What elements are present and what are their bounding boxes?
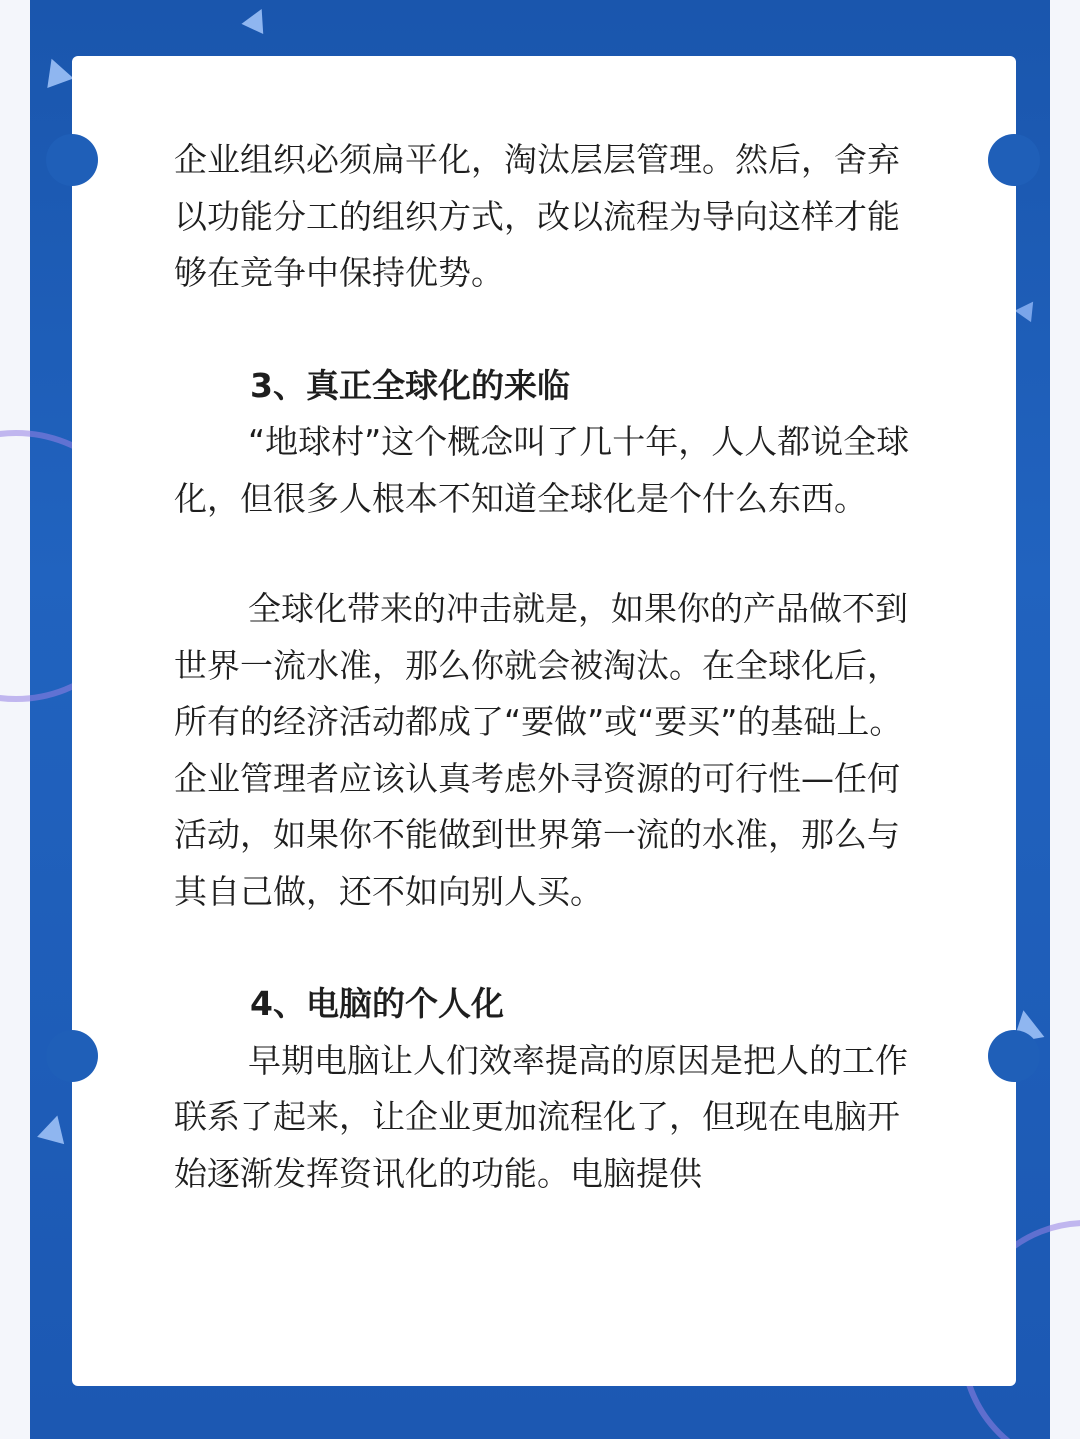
paragraph-global-village: “地球村”这个概念叫了几十年，人人都说全球化，但很多人根本不知道全球化是个什么东西。 xyxy=(174,422,910,518)
heading-personal-computer: 4、电脑的个人化 xyxy=(250,984,504,1023)
left-margin xyxy=(0,0,30,1439)
paragraph-globalization-impact: 全球化带来的冲击就是，如果你的产品做不到世界一流水准，那么你就会被淘汰。在全球化后，所有的经济活动都成了“要做”或“要买”的基础上。企业管理者应该认真考虑外寻资源的可行性—任何活动，如果你不能做到世界第一流的水准，那么与其自己做，还不如向别人买。 xyxy=(174,589,908,911)
card-notch xyxy=(46,1030,98,1082)
article-body xyxy=(174,132,926,1202)
heading-globalization: 3、真正全球化的来临 xyxy=(250,365,570,405)
card-notch xyxy=(46,134,98,186)
card-notch xyxy=(988,1030,1040,1082)
paragraph-organization: 企业组织必须扁平化，淘汰层层管理。然后，舍弃以功能分工的组织方式，改以流程为导向这样才能够在竞争中保持优势。 xyxy=(174,140,900,292)
paragraph-computer: 早期电脑让人们效率提高的原因是把人的工作联系了起来，让企业更加流程化了，但现在电脑开始逐渐发挥资讯化的功能。电脑提供 xyxy=(174,1040,908,1193)
card-notch xyxy=(988,134,1040,186)
